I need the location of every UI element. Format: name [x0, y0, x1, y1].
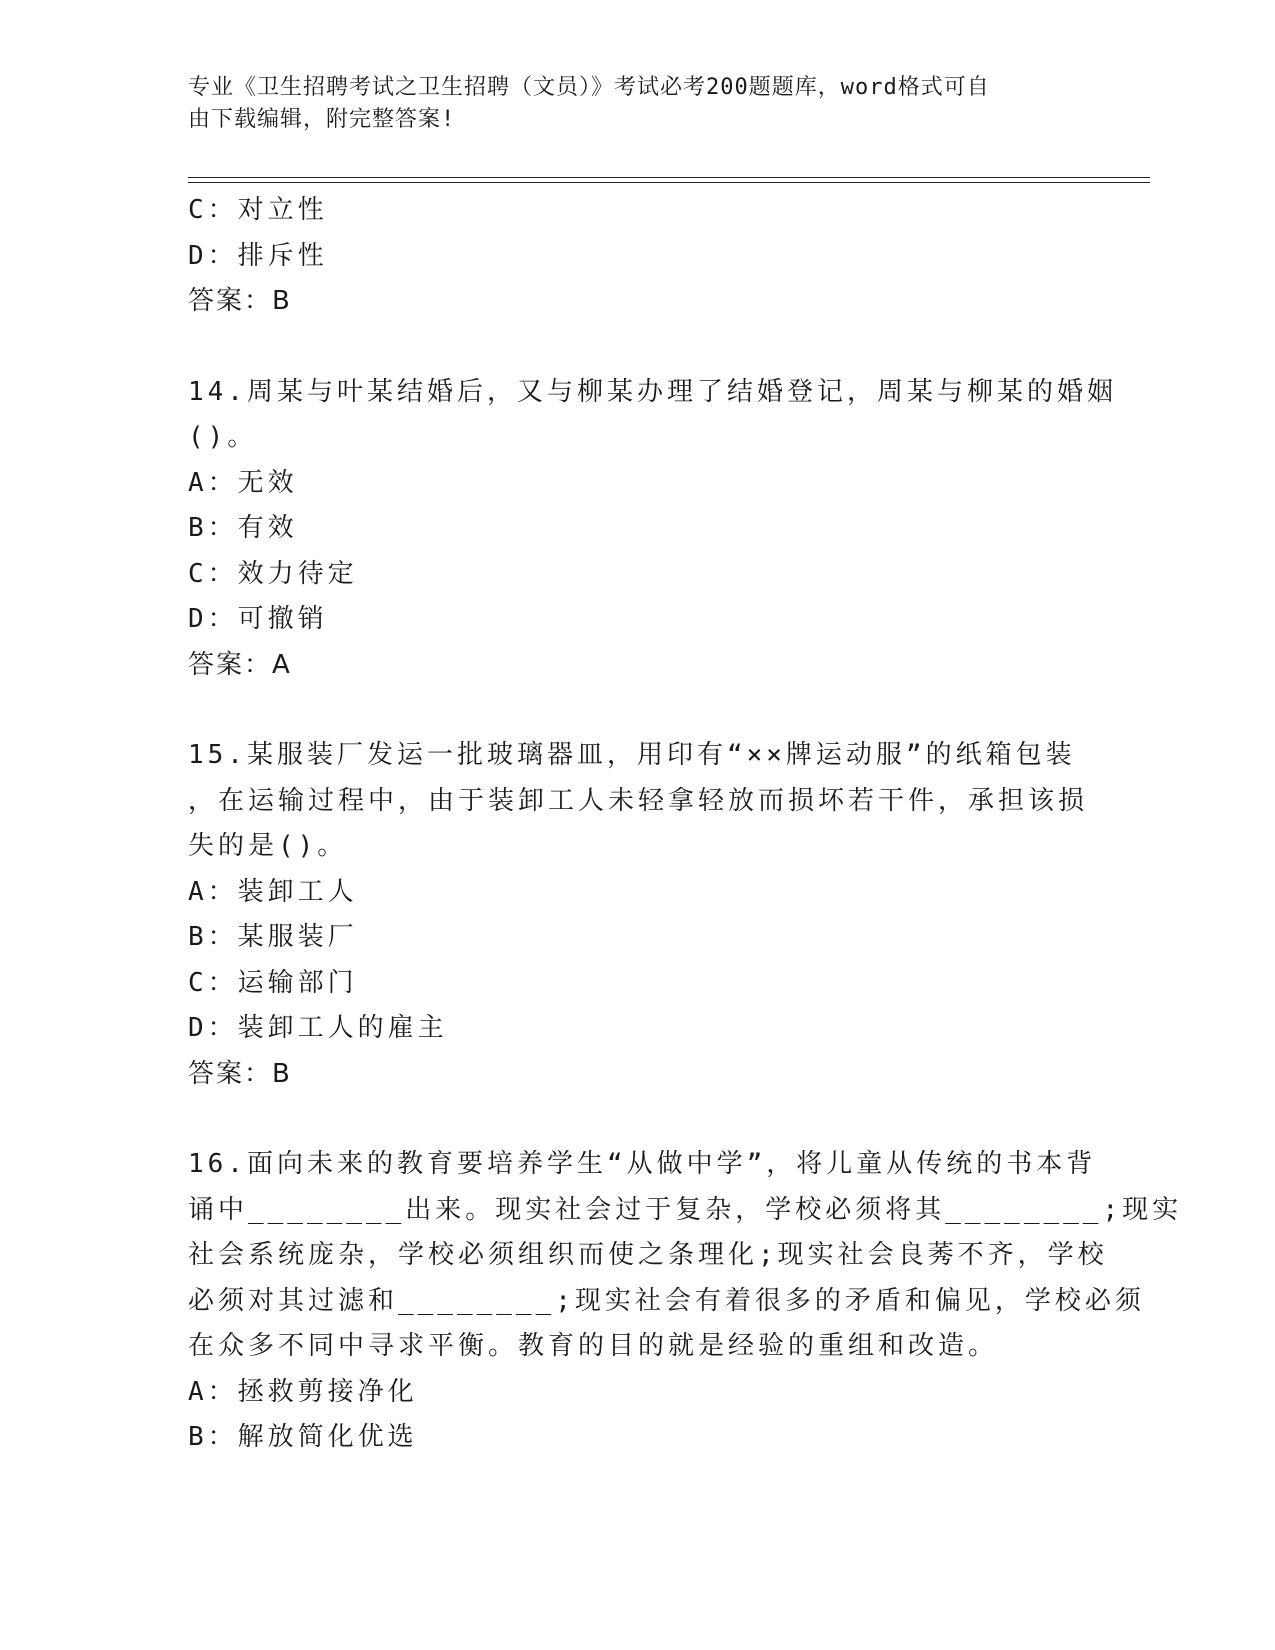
option-label: C： [188, 967, 238, 998]
question-text-line: 16.面向未来的教育要培养学生“从做中学”，将儿童从传统的书本背 [188, 1149, 1097, 1179]
header-rule-bottom [188, 182, 1150, 183]
option-label: A： [188, 467, 238, 498]
option-a [188, 461, 1068, 507]
option-b [188, 1415, 1068, 1461]
spacer [188, 1097, 1068, 1142]
question-text-line: 在众多不同中寻求平衡。教育的目的就是经验的重组和改造。 [188, 1331, 999, 1361]
option-text: 有效 [237, 513, 298, 543]
answer-line: 答案：A [188, 649, 292, 680]
option-text: 排斥性 [237, 240, 328, 271]
option-label: D： [188, 604, 238, 634]
option-label: A： [188, 876, 238, 907]
document-header [188, 72, 1068, 136]
question-text-line: ，在运输过程中，由于装卸工人未轻拿轻放而损坏若干件，承担该损 [188, 785, 1089, 816]
option-label: C： [188, 195, 238, 225]
option-label: A： [188, 1376, 238, 1407]
option-a [188, 870, 1068, 916]
option-b [188, 915, 1068, 961]
question-text-line: 14.周某与叶某结婚后，又与柳某办理了结婚登记，周某与柳某的婚姻 [188, 376, 1117, 407]
header-rule-top [188, 177, 1150, 178]
option-text: 效力待定 [237, 558, 358, 589]
option-label: B： [188, 1422, 238, 1452]
spacer [188, 325, 1068, 370]
spacer [188, 688, 1068, 733]
question-text-line: ()。 [188, 422, 258, 452]
question-text-line: 诵中________出来。现实社会过于复杂，学校必须将其________;现实 [188, 1194, 1183, 1225]
option-text: 可撤销 [237, 604, 328, 634]
question-text-line: 失的是()。 [188, 831, 348, 861]
option-text: 装卸工人 [237, 876, 358, 907]
option-text: 某服装厂 [237, 922, 358, 952]
option-c [188, 961, 1068, 1007]
option-c [188, 188, 1068, 234]
option-d [188, 1006, 1068, 1052]
answer-line: 答案：B [188, 286, 292, 316]
option-text: 对立性 [237, 195, 328, 225]
option-label: C： [188, 558, 238, 589]
question-16 [188, 1142, 1183, 1370]
question-text-line: 15.某服装厂发运一批玻璃器皿，用印有“××牌运动服”的纸箱包装 [188, 740, 1076, 770]
option-text: 运输部门 [237, 967, 358, 998]
answer-line: 答案：B [188, 1058, 292, 1089]
option-label: D： [188, 240, 238, 271]
question-text-line: 社会系统庞杂，学校必须组织而使之条理化;现实社会良莠不齐，学校 [188, 1240, 1108, 1270]
question-15 [188, 733, 1089, 870]
option-text: 拯救剪接净化 [237, 1376, 418, 1407]
question-content [188, 188, 1183, 1461]
question-text-line: 必须对其过滤和________;现实社会有着很多的矛盾和偏见，学校必须 [188, 1285, 1145, 1316]
header-line-1: 专业《卫生招聘考试之卫生招聘（文员）》考试必考200题题库，word格式可自 [188, 75, 990, 100]
option-c [188, 552, 1068, 598]
option-label: D： [188, 1013, 238, 1043]
option-label: B： [188, 513, 238, 543]
option-text: 解放简化优选 [237, 1422, 418, 1452]
option-a [188, 1370, 1068, 1416]
option-d [188, 234, 1068, 280]
header-line-2: 由下载编辑，附完整答案! [188, 107, 456, 132]
question-14 [188, 370, 1117, 461]
option-text: 装卸工人的雇主 [237, 1013, 448, 1043]
option-b [188, 506, 1068, 552]
option-d [188, 597, 1068, 643]
option-label: B： [188, 922, 238, 952]
option-text: 无效 [237, 467, 298, 498]
